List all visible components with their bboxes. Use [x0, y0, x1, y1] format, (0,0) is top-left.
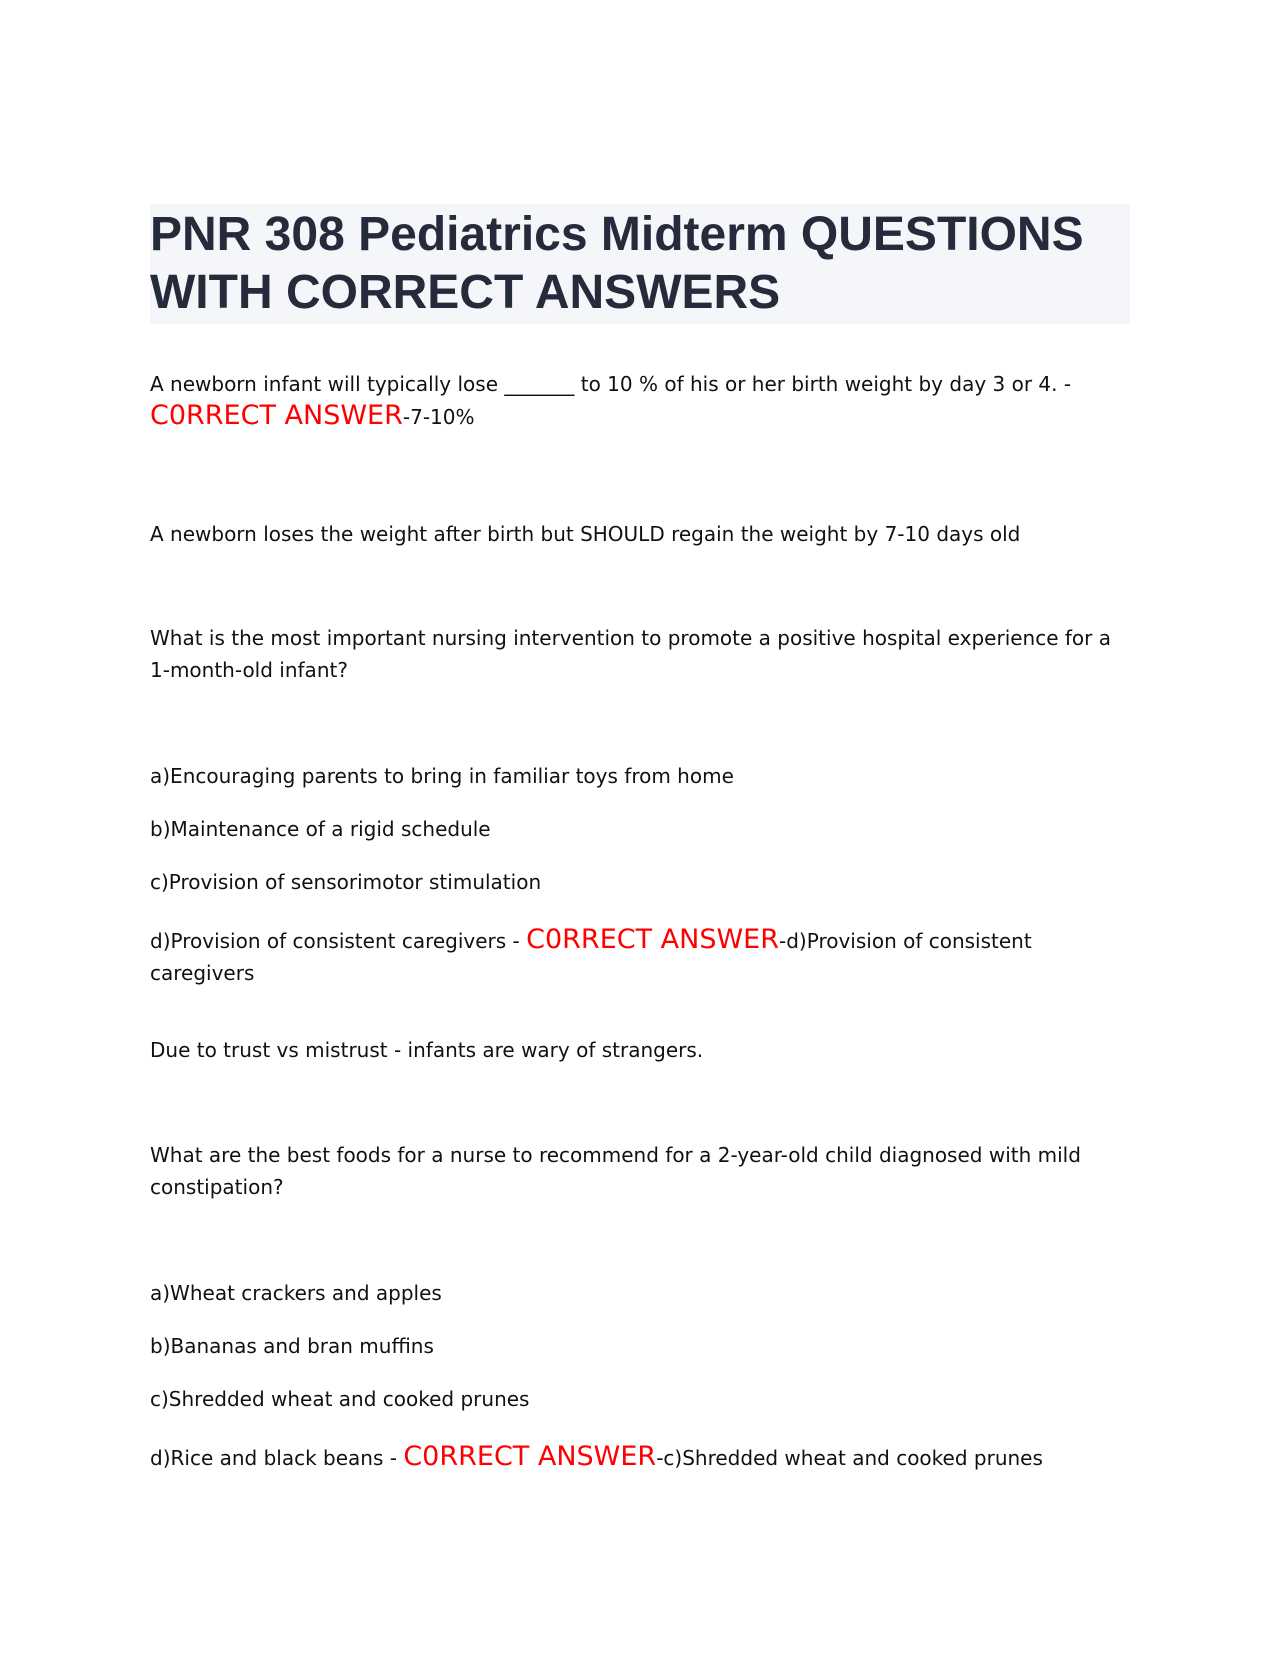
q3-question: What are the best foods for a nurse to recommend for a 2-year-old child diagnosed with mild constipation? — [150, 1143, 1081, 1199]
q2-answer: -d)Provision of consistent caregivers — [150, 929, 1032, 985]
q3-answer: -c)Shredded wheat and cooked prunes — [656, 1446, 1043, 1470]
q2-correct-answer-label: C0RRECT ANSWER — [526, 924, 780, 955]
note2: Due to trust vs mistrust - infants are wary of strangers. — [150, 1038, 704, 1062]
q2-option-c: c)Provision of sensorimotor stimulation — [150, 870, 542, 894]
document-page — [150, 204, 1130, 1472]
q2-option-b: b)Maintenance of a rigid schedule — [150, 817, 491, 841]
q2-option-d-row — [150, 924, 1130, 989]
q1-block — [150, 368, 1130, 433]
document-title: PNR 308 Pediatrics Midterm QUESTIONS WITH CORRECT ANSWERS — [150, 208, 1084, 319]
q3-correct-answer-label: C0RRECT ANSWER — [403, 1441, 657, 1472]
q3-option-c: c)Shredded wheat and cooked prunes — [150, 1387, 530, 1411]
q1-question: A newborn infant will typically lose _______ to 10 % of his or her birth weight by day 3 or 4. - — [150, 372, 1072, 396]
q2-question: What is the most important nursing intervention to promote a positive hospital experience for a 1-month-old infant? — [150, 626, 1111, 682]
q1-correct-answer-label: C0RRECT ANSWER — [150, 400, 403, 431]
title-block — [150, 204, 1130, 324]
q3-option-b: b)Bananas and bran muffins — [150, 1334, 434, 1358]
q1-answer: -7-10% — [402, 405, 475, 429]
note1: A newborn loses the weight after birth but SHOULD regain the weight by 7-10 days old — [150, 522, 1021, 546]
q3-option-d: d)Rice and black beans - — [150, 1446, 397, 1470]
q3-option-d-row — [150, 1441, 1130, 1474]
q2-option-a: a)Encouraging parents to bring in familiar toys from home — [150, 764, 734, 788]
q3-option-a: a)Wheat crackers and apples — [150, 1281, 442, 1305]
q2-option-d: d)Provision of consistent caregivers - — [150, 929, 520, 953]
